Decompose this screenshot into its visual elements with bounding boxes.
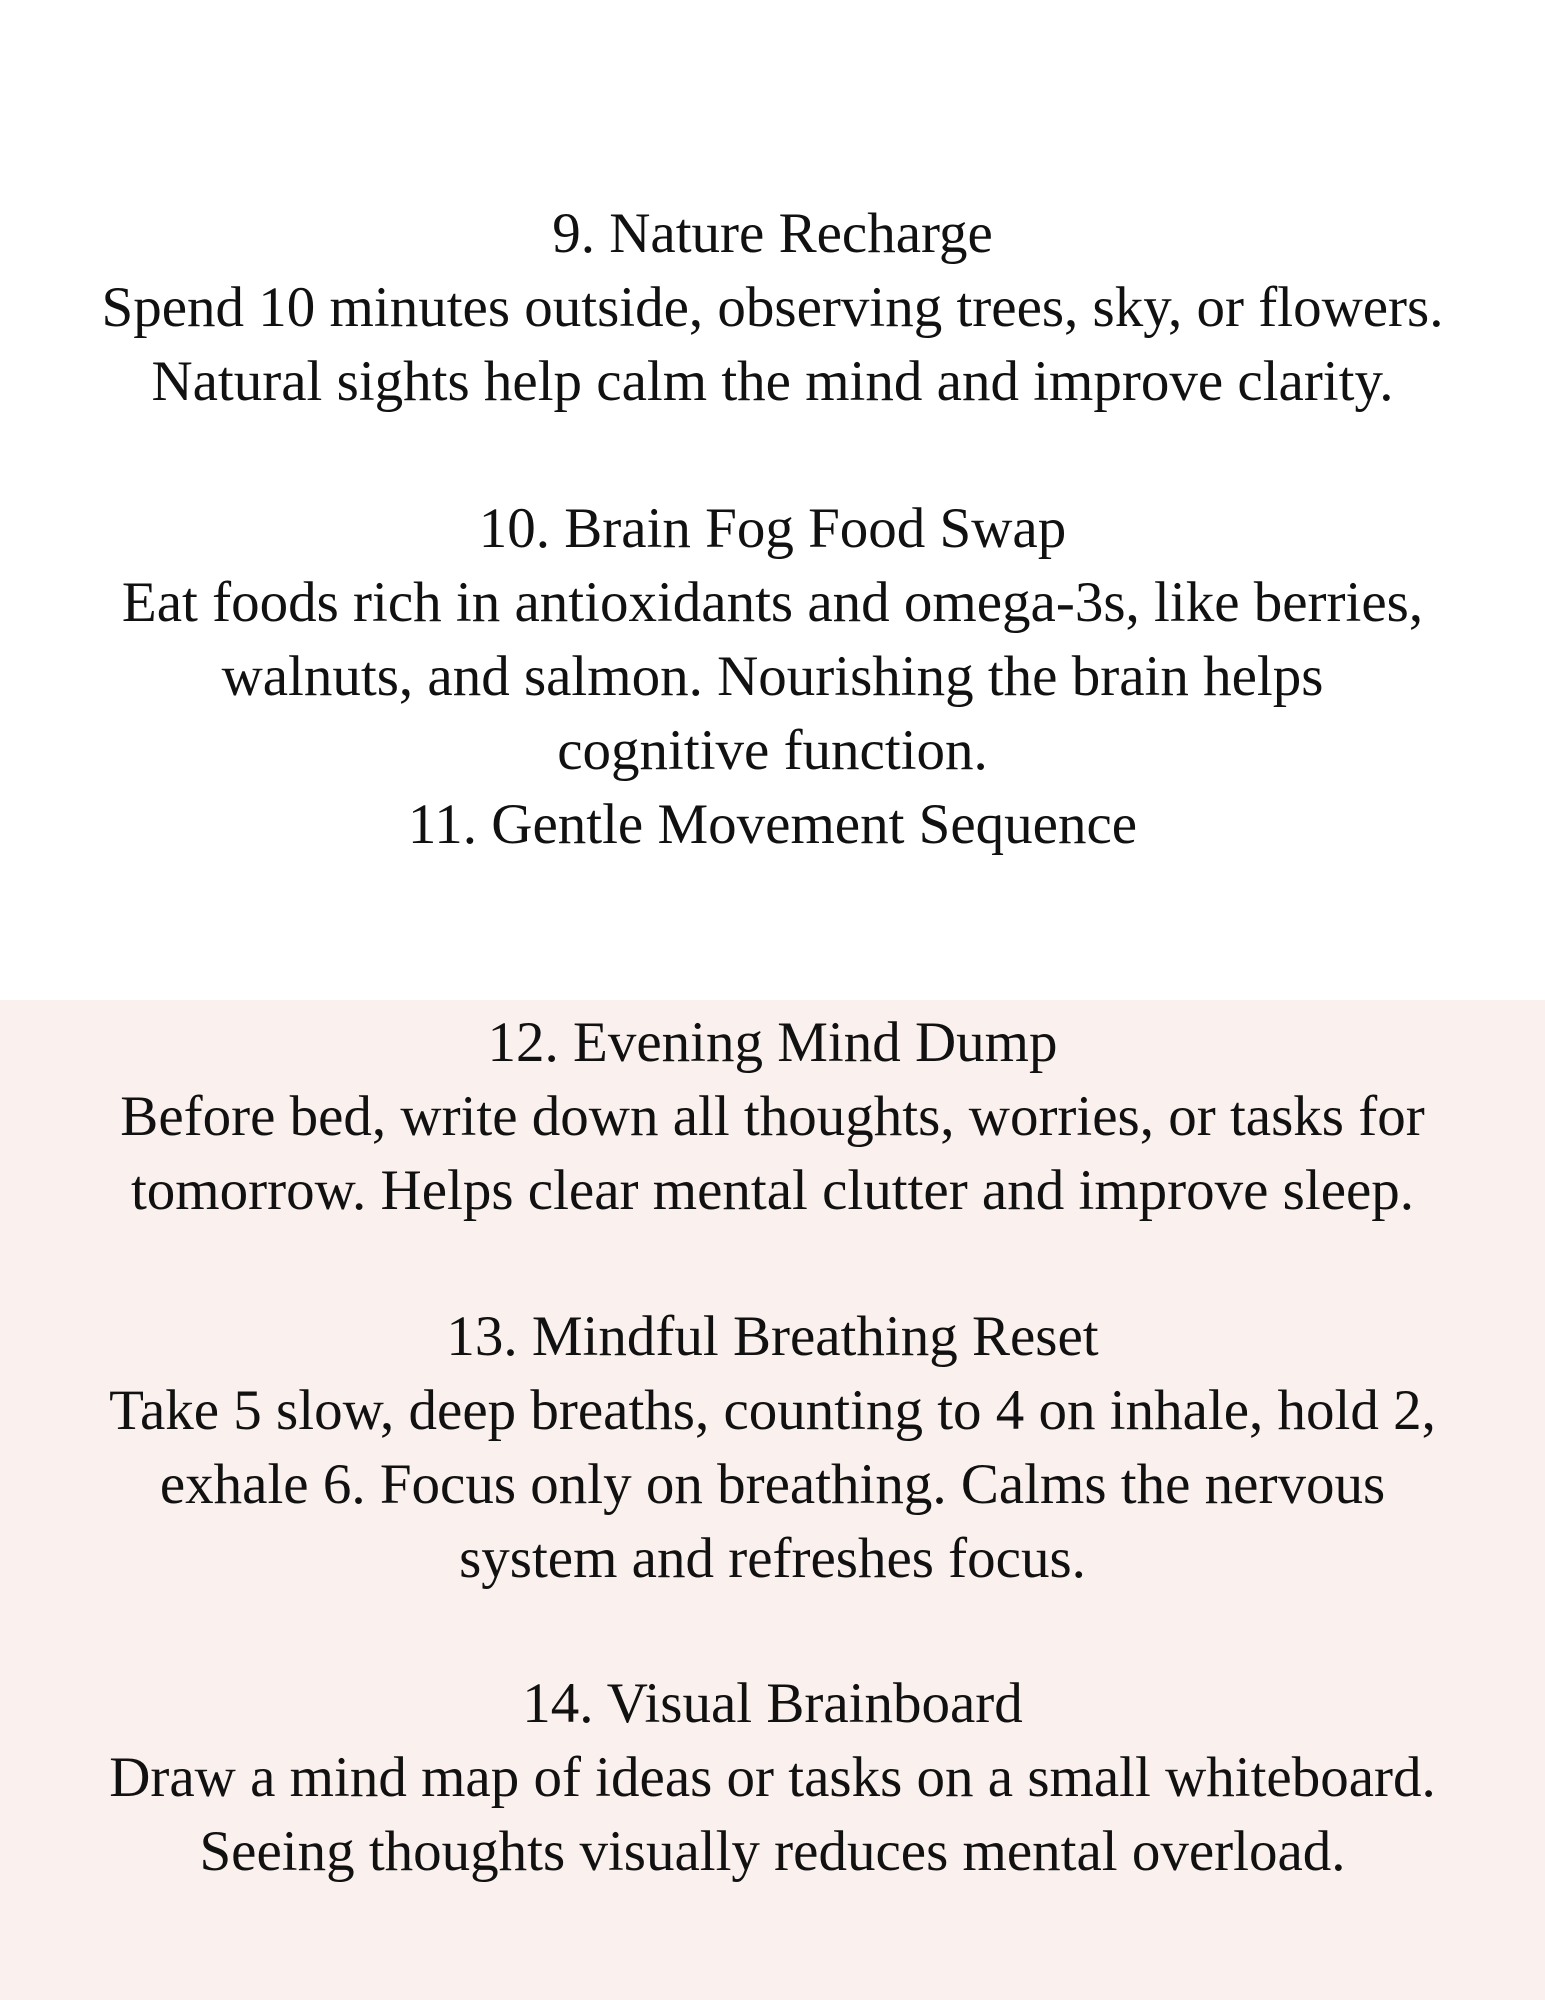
item-body-line: walnuts, and salmon. Nourishing the brain helps (221, 645, 1324, 708)
item-body-line: Take 5 slow, deep breaths, counting to 4 on inhale, hold 2, (109, 1379, 1436, 1442)
item-body-line: tomorrow. Helps clear mental clutter and improve sleep. (130, 1159, 1415, 1222)
item-title-nature-recharge: 9. Nature Recharge (552, 202, 993, 265)
item-body-line: Eat foods rich in antioxidants and omega-3s, like berries, (121, 571, 1424, 634)
item-body-line: Seeing thoughts visually reduces mental overload. (199, 1820, 1346, 1883)
item-title-gentle-movement-sequence: 11. Gentle Movement Sequence (407, 793, 1138, 856)
item-body-line: Spend 10 minutes outside, observing trees, sky, or flowers. (101, 276, 1444, 339)
item-title-evening-mind-dump: 12. Evening Mind Dump (487, 1011, 1058, 1074)
item-body-line: Natural sights help calm the mind and improve clarity. (151, 350, 1394, 413)
item-body-line: system and refreshes focus. (459, 1527, 1086, 1590)
item-body-line: Draw a mind map of ideas or tasks on a small whiteboard. (109, 1746, 1436, 1809)
item-body-line: cognitive function. (557, 719, 988, 782)
item-title-visual-brainboard: 14. Visual Brainboard (522, 1672, 1023, 1735)
item-title-mindful-breathing-reset: 13. Mindful Breathing Reset (446, 1305, 1099, 1368)
item-body-line: Before bed, write down all thoughts, worries, or tasks for (120, 1085, 1425, 1148)
item-body-line: exhale 6. Focus only on breathing. Calms the nervous (159, 1453, 1386, 1516)
item-title-brain-fog-food-swap: 10. Brain Fog Food Swap (478, 497, 1067, 560)
bottom-section (0, 1000, 1545, 2000)
